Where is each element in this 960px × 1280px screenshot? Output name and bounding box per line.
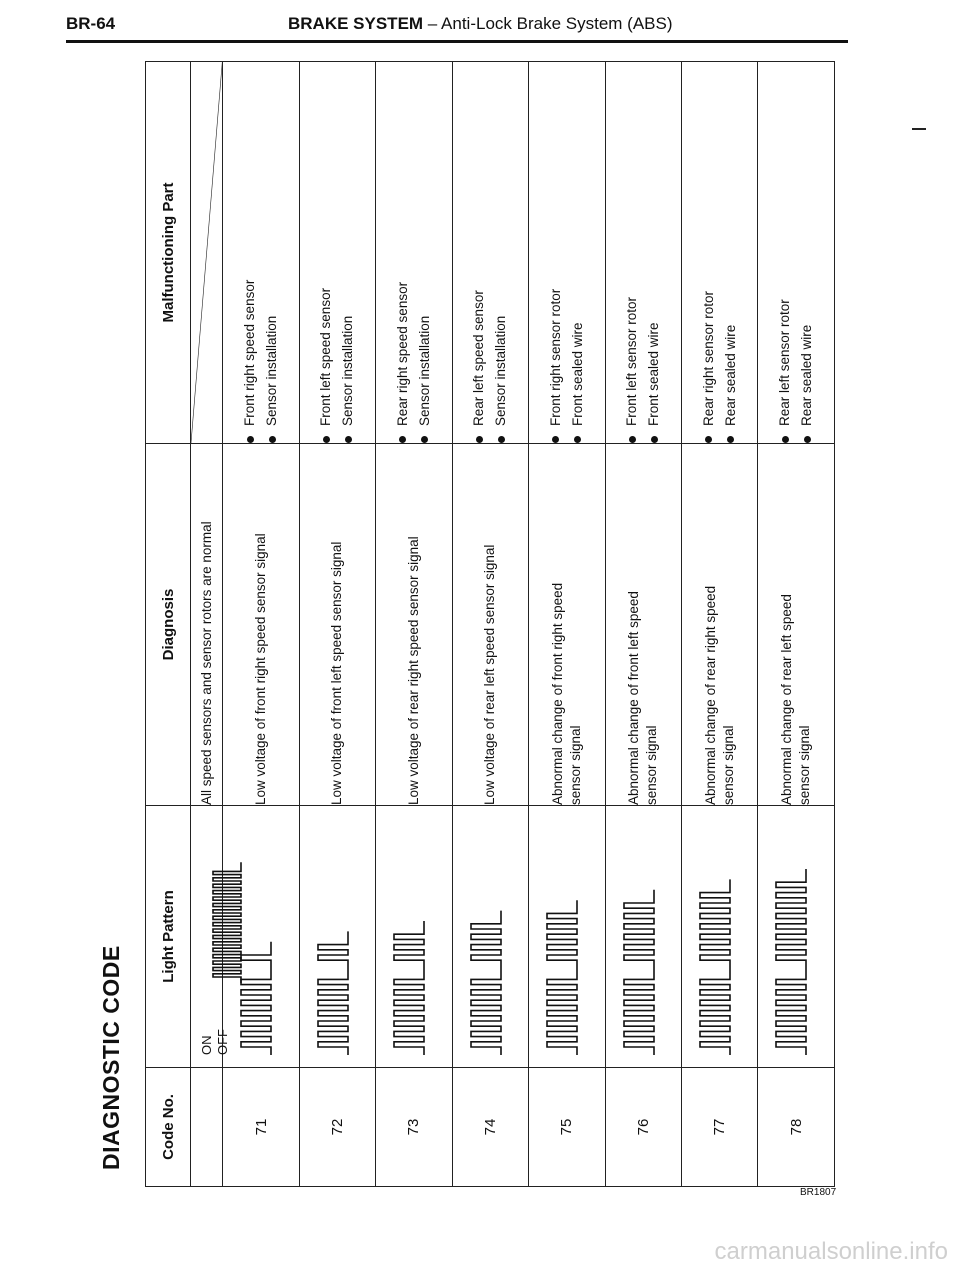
diagnosis-cell — [682, 444, 758, 806]
diagnosis-line: Abnormal change of front left speed — [626, 591, 642, 805]
table-row — [452, 62, 528, 1187]
page-header — [66, 8, 846, 38]
malfunction-cell — [529, 62, 605, 444]
malfunction-cell — [682, 62, 758, 444]
bullet-icon — [269, 436, 276, 443]
malfunction-cell-normal — [191, 62, 223, 444]
table-row — [299, 62, 375, 1187]
malfunction-text: Rear right sensor rotor — [700, 290, 716, 426]
column-header-code: Code No. — [146, 1068, 191, 1187]
malfunction-item — [414, 62, 436, 443]
bullet-icon — [498, 436, 505, 443]
pattern-cell — [299, 806, 375, 1068]
code-cell: 75 — [529, 1068, 605, 1187]
diagnosis-cell — [529, 444, 605, 806]
malfunction-item — [261, 62, 283, 443]
malfunction-text: Rear sealed wire — [722, 324, 738, 426]
diagnosis-line: sensor signal — [797, 725, 813, 805]
pattern-cell-normal — [191, 806, 230, 1068]
malfunction-text: Sensor installation — [416, 315, 432, 426]
bullet-icon — [574, 436, 581, 443]
pulse-waveform — [471, 911, 501, 1055]
light-pattern — [300, 805, 370, 1067]
code-cell: 73 — [376, 1068, 452, 1187]
malfunction-cell — [223, 62, 299, 444]
section-title: DIAGNOSTIC CODE — [98, 945, 124, 1170]
malfunction-item — [720, 62, 742, 443]
bullet-icon — [421, 436, 428, 443]
table-row — [605, 62, 681, 1187]
diagnosis-line: Abnormal change of rear right speed — [702, 585, 718, 805]
table-row — [529, 62, 605, 1187]
malfunction-text: Sensor installation — [264, 315, 279, 426]
bullet-icon — [804, 436, 811, 443]
malfunction-text: Front sealed wire — [569, 322, 585, 426]
diagnosis-cell — [758, 444, 835, 806]
diagnosis-line: sensor signal — [644, 725, 660, 805]
malfunction-item — [392, 62, 414, 443]
column-header-malfunction: Malfunctioning Part — [146, 62, 191, 444]
pattern-cell — [452, 806, 528, 1068]
malfunction-item — [315, 62, 337, 443]
pulse-waveform — [547, 900, 577, 1055]
malfunction-text: Front sealed wire — [646, 322, 662, 426]
diagnosis-normal: All speed sensors and sensor rotors are normal — [191, 444, 223, 806]
on-label: ON — [199, 1035, 214, 1055]
bullet-icon — [247, 436, 254, 443]
diagnosis-cell — [299, 444, 375, 806]
bullet-icon — [727, 436, 734, 443]
pattern-cell — [605, 806, 681, 1068]
diagnosis-line: sensor signal — [567, 725, 583, 805]
off-label: OFF — [215, 1029, 230, 1055]
pattern-cell — [376, 806, 452, 1068]
malfunction-cell — [758, 62, 835, 444]
bullet-icon — [399, 436, 406, 443]
malfunction-item — [239, 62, 261, 443]
malfunction-cell — [452, 62, 528, 444]
bullet-icon — [705, 436, 712, 443]
malfunction-item — [567, 62, 589, 443]
bullet-icon — [629, 436, 636, 443]
pulse-waveform — [624, 890, 654, 1055]
code-cell-normal — [191, 1068, 223, 1187]
table-row — [758, 62, 835, 1187]
pattern-cell — [682, 806, 758, 1068]
table-row — [682, 62, 758, 1187]
light-pattern — [453, 805, 523, 1067]
diagnostic-code-table — [145, 61, 835, 1187]
diagnosis-line: Low voltage of rear left speed sensor signal — [482, 544, 498, 805]
diagnosis-cell — [376, 444, 452, 806]
malfunction-cell — [299, 62, 375, 444]
pattern-cell — [529, 806, 605, 1068]
malfunction-item — [643, 62, 665, 443]
malfunction-item — [698, 62, 720, 443]
malfunction-text: Front left speed sensor — [318, 287, 334, 426]
bullet-icon — [323, 436, 330, 443]
diagnosis-cell — [452, 444, 528, 806]
table-row-normal — [191, 62, 223, 1187]
table-row — [223, 62, 299, 1187]
header-title-bold: BRAKE SYSTEM — [288, 14, 424, 33]
pulse-waveform — [241, 942, 271, 1055]
malfunction-item — [490, 62, 512, 443]
table-header-row — [146, 62, 191, 1187]
malfunction-item — [337, 62, 359, 443]
malfunction-item — [468, 62, 490, 443]
diagnosis-line: Low voltage of front right speed sensor signal — [253, 533, 268, 805]
code-cell: 72 — [299, 1068, 375, 1187]
header-rule — [66, 40, 848, 43]
diagnosis-line: Low voltage of front left speed sensor signal — [329, 541, 345, 805]
diagnostic-table-stage — [145, 62, 835, 1187]
malfunction-item — [545, 62, 567, 443]
pattern-cell — [223, 806, 299, 1068]
watermark: carmanualsonline.info — [714, 1238, 948, 1265]
margin-mark — [912, 128, 926, 130]
pattern-cell — [758, 806, 835, 1068]
pulse-waveform — [394, 921, 424, 1055]
bullet-icon — [552, 436, 559, 443]
code-cell: 76 — [605, 1068, 681, 1187]
malfunction-cell — [605, 62, 681, 444]
bullet-icon — [476, 436, 483, 443]
bullet-icon — [651, 436, 658, 443]
light-pattern — [606, 805, 676, 1067]
malfunction-text: Rear left speed sensor — [471, 290, 487, 426]
pulse-waveform — [700, 879, 730, 1055]
column-header-diagnosis: Diagnosis — [146, 444, 191, 806]
code-cell: 77 — [682, 1068, 758, 1187]
diagnosis-line: Abnormal change of rear left speed — [779, 594, 795, 805]
header-title — [288, 14, 673, 34]
header-title-rest: – Anti-Lock Brake System (ABS) — [423, 14, 673, 33]
table-row — [376, 62, 452, 1187]
malfunction-text: Front right speed sensor — [242, 279, 257, 426]
bullet-icon — [782, 436, 789, 443]
page-number: BR-64 — [66, 14, 116, 33]
code-cell: 74 — [452, 1068, 528, 1187]
light-pattern — [758, 805, 828, 1067]
malfunction-text: Rear sealed wire — [799, 324, 815, 426]
malfunction-text: Sensor installation — [493, 315, 509, 426]
diagnostic-table-rotated — [145, 62, 835, 1187]
malfunction-text: Front left sensor rotor — [624, 296, 640, 426]
pulse-waveform — [318, 931, 348, 1055]
malfunction-cell — [376, 62, 452, 444]
diagonal-slash — [191, 62, 222, 443]
figure-code: BR1807 — [800, 1187, 837, 1198]
diagnosis-line: sensor signal — [720, 725, 736, 805]
code-cell: 71 — [223, 1068, 299, 1187]
malfunction-text: Rear right speed sensor — [394, 281, 410, 426]
diagnosis-cell — [223, 444, 299, 806]
light-pattern — [529, 805, 599, 1067]
light-pattern — [376, 805, 446, 1067]
code-cell: 78 — [758, 1068, 835, 1187]
malfunction-text: Sensor installation — [340, 315, 356, 426]
light-pattern — [682, 805, 752, 1067]
column-header-pattern: Light Pattern — [146, 806, 191, 1068]
malfunction-item — [621, 62, 643, 443]
malfunction-text: Front right sensor rotor — [547, 288, 563, 426]
bullet-icon — [345, 436, 352, 443]
light-pattern — [223, 805, 293, 1067]
malfunction-item — [796, 62, 818, 443]
diagnosis-cell — [605, 444, 681, 806]
diagnosis-line: Abnormal change of front right speed — [549, 582, 565, 805]
malfunction-item — [774, 62, 796, 443]
malfunction-text: Rear left sensor rotor — [777, 299, 793, 426]
pulse-waveform — [776, 869, 806, 1055]
diagnosis-line: Low voltage of rear right speed sensor signal — [405, 536, 421, 805]
